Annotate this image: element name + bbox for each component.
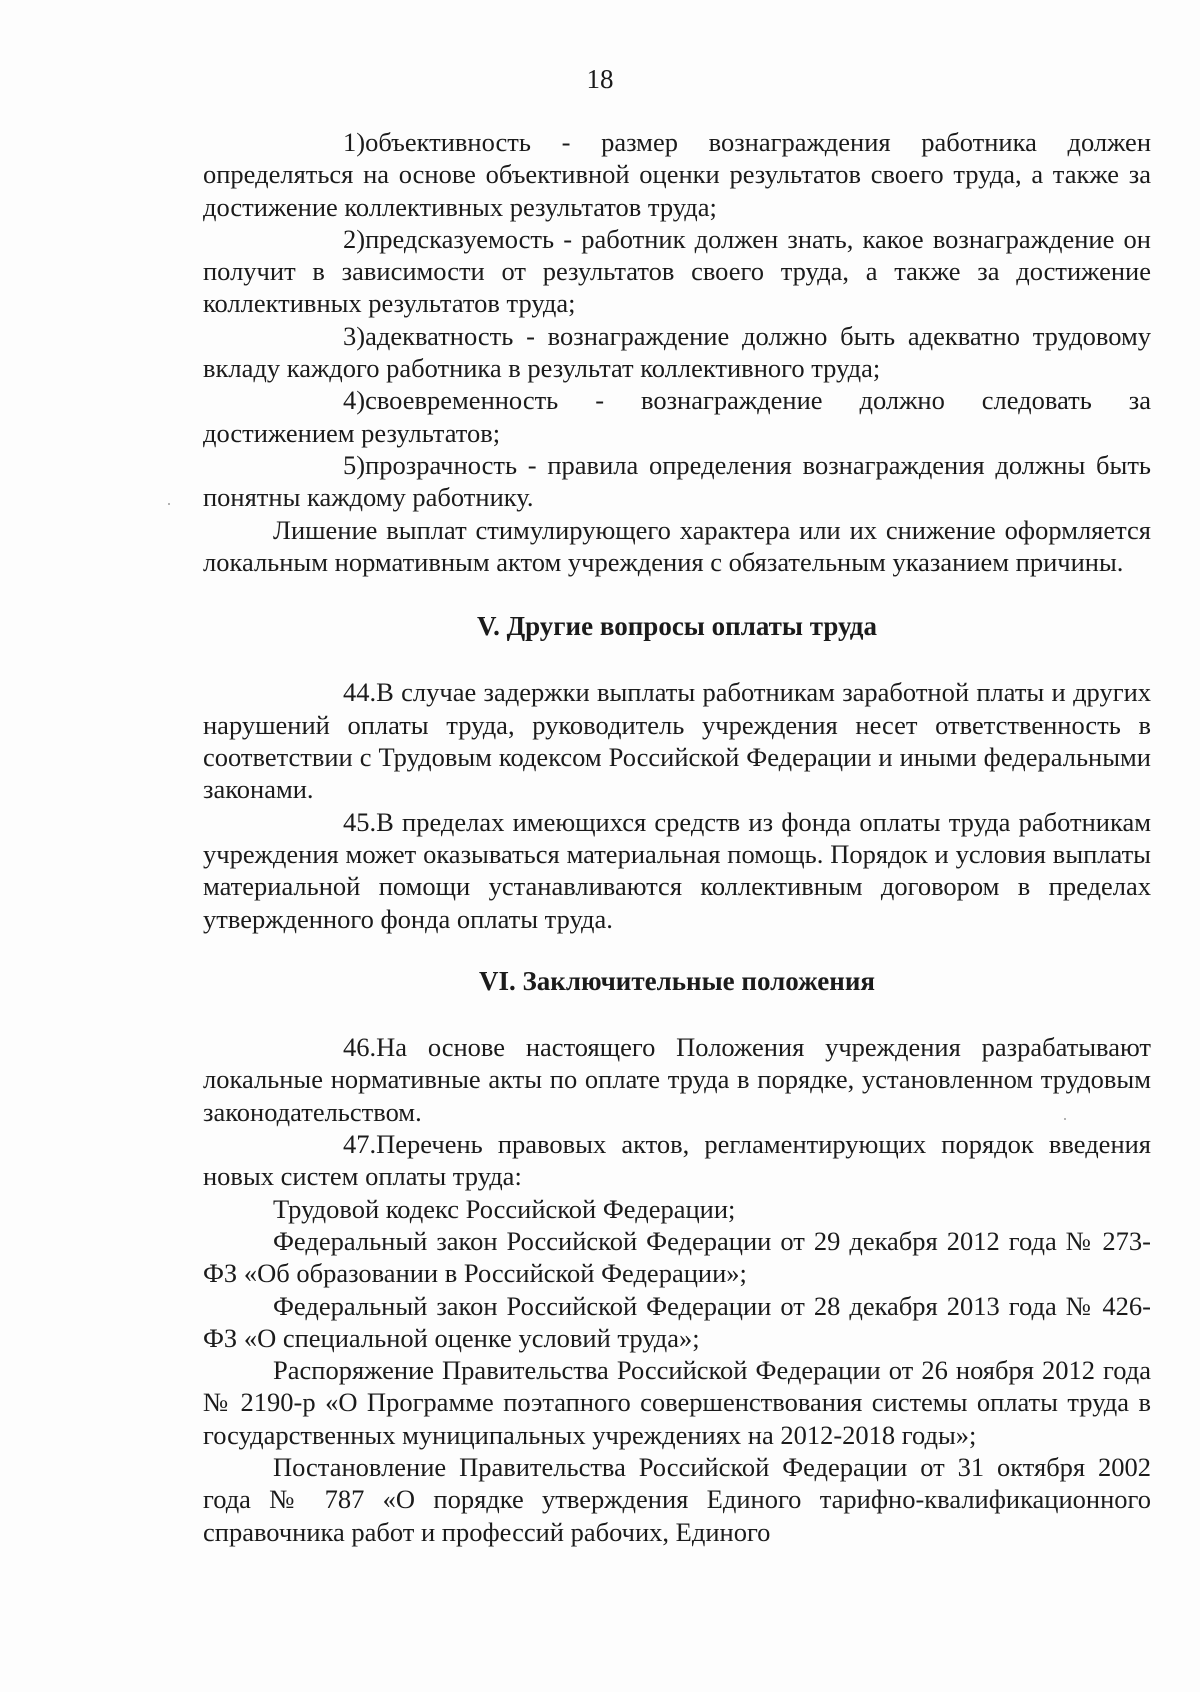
paragraph-text: На основе настоящего Положения учреждения разрабатывают локальные нормативные акты по оплате труда в порядке, установленном трудовым законодательством.: [203, 1032, 1151, 1127]
page-number: 18: [586, 64, 614, 94]
paragraph-text: В пределах имеющихся средств из фонда оплаты труда работникам учреждения может оказываться материальная помощь. Порядок и условия выплаты материальной помощи устанавливаются коллективным договором в пределах утвержденного фонда оплаты труда.: [203, 806, 1151, 934]
paragraph-47: [203, 1128, 1151, 1193]
list-item-text: своевременность - вознаграждение должно следовать за достижением результатов;: [203, 385, 1151, 448]
legal-act-labor-conditions-law: [203, 1290, 1151, 1355]
list-item-number: 2): [343, 223, 366, 254]
section-heading-v: V. Другие вопросы оплаты труда: [477, 611, 877, 642]
legal-act-text: Постановление Правительства Российской Федерации от 31 октября 2002 года № 787 «О порядке утверждения Единого тарифно-квалификационного справочника работ и профессий рабочих, Единого: [203, 1451, 1151, 1547]
paragraph-text: В случае задержки выплаты работникам заработной платы и других нарушений оплаты труда, руководитель учреждения несет ответственность в соответствии с Трудовым кодексом Российской Федерации и иными федеральными законами.: [203, 677, 1151, 805]
paragraph-number: 47.: [343, 1129, 377, 1160]
section-vi-body: [203, 1031, 1151, 1548]
spacer: [203, 935, 1151, 965]
list-item-text: прозрачность - правила определения вознаграждения должны быть понятны каждому работнику.: [203, 449, 1151, 513]
list-item-text: адекватность - вознаграждение должно быть адекватно трудовому вкладу каждого работника в результат коллективного труда;: [203, 320, 1151, 384]
legal-act-text: Федеральный закон Российской Федерации от 29 декабря 2012 года № 273-ФЗ «Об образовании в Российской Федерации»;: [203, 1225, 1151, 1289]
scan-speck: [168, 503, 170, 505]
legal-act-text: Трудовой кодекс Российской Федерации;: [273, 1193, 736, 1224]
spacer: [203, 997, 1151, 1031]
scan-speck: [1064, 1118, 1066, 1120]
list-item-objectivity: [203, 126, 1151, 223]
list-item-number: 4): [343, 385, 366, 416]
legal-act-labor-code: [203, 1193, 1151, 1225]
list-item-number: 3): [343, 320, 366, 351]
paragraph-number: 45.: [343, 806, 377, 837]
document-body: [203, 126, 1151, 1548]
list-item-text: объективность - размер вознаграждения работника должен определяться на основе объективной оценки результатов своего труда, а также за достижение коллективных результатов труда;: [203, 127, 1151, 222]
list-item-adequacy: [203, 320, 1151, 385]
legal-act-text: Федеральный закон Российской Федерации от 28 декабря 2013 года № 426-ФЗ «О специальной оценке условий труда»;: [203, 1290, 1151, 1353]
list-item-number: 5): [343, 449, 366, 480]
section-v-body: [203, 676, 1151, 934]
spacer: [203, 578, 1151, 610]
section-heading-vi: VI. Заключительные положения: [479, 965, 875, 996]
list-item-transparency: [203, 449, 1151, 514]
list-item-number: 1): [343, 127, 366, 157]
paragraph-text: Перечень правовых актов, регламентирующих порядок введения новых систем оплаты труда:: [203, 1129, 1151, 1192]
legal-act-government-order: [203, 1354, 1151, 1451]
legal-act-education-law: [203, 1225, 1151, 1290]
list-item-predictability: [203, 223, 1151, 320]
paragraph-45: [203, 806, 1151, 935]
list-item-text: предсказуемость - работник должен знать, какое вознаграждение он получит в зависимости от результатов своего труда, а также за достижение коллективных результатов труда;: [203, 223, 1151, 319]
legal-act-text: Распоряжение Правительства Российской Федерации от 26 ноября 2012 года № 2190-р «О Программе поэтапного совершенствования системы оплаты труда в государственных муниципальных учреждениях на 2012-2018 годы»;: [203, 1355, 1151, 1450]
paragraph-44: [203, 676, 1151, 805]
paragraph-deprivation: [203, 514, 1151, 579]
legal-act-government-resolution: [203, 1451, 1151, 1548]
paragraph-number: 44.: [343, 677, 377, 708]
list-item-timeliness: [203, 384, 1151, 449]
paragraph-number: 46.: [343, 1032, 377, 1063]
paragraph-text: Лишение выплат стимулирующего характера или их снижение оформляется локальным нормативным актом учреждения с обязательным указанием причины.: [203, 514, 1151, 577]
spacer: [203, 642, 1151, 676]
paragraph-46: [203, 1031, 1151, 1128]
criteria-list: [203, 126, 1151, 578]
